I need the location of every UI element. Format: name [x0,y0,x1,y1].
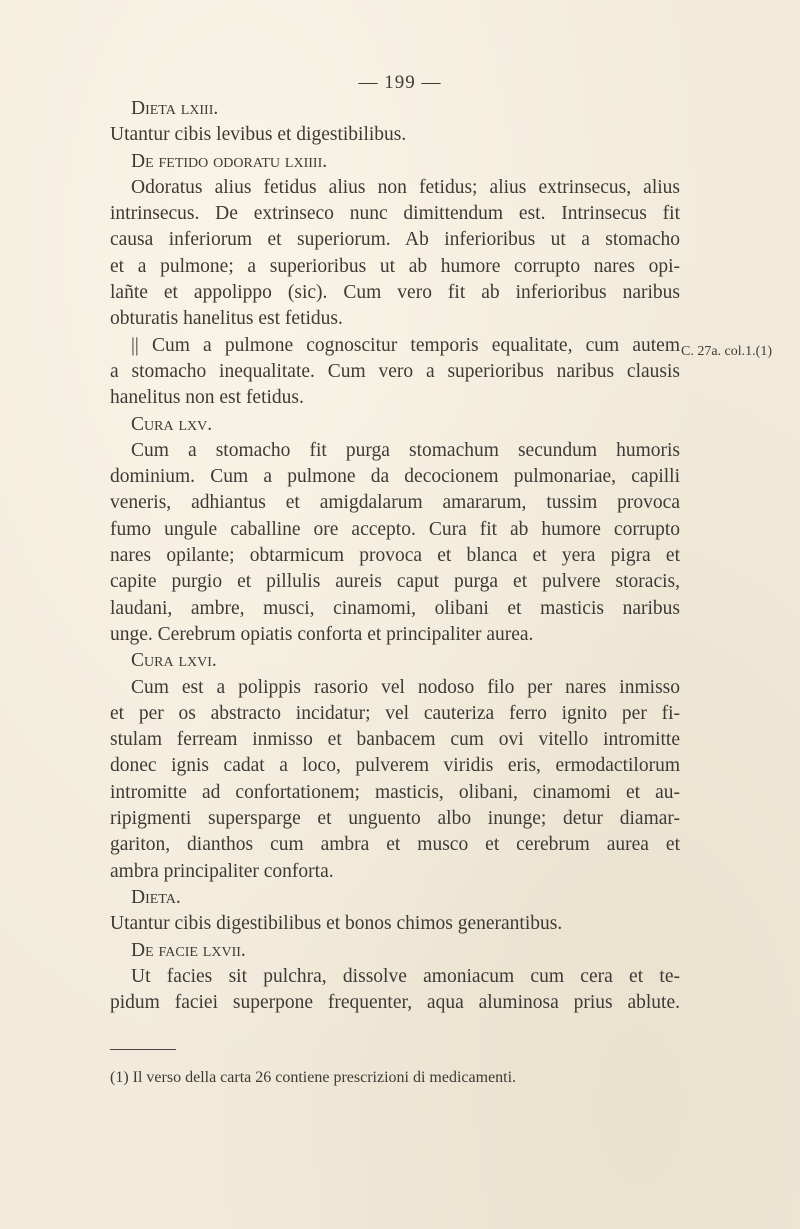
text-line: hanelitus non est fetidus. [110,387,304,409]
section-heading: De facie lxvii. [131,939,246,961]
text-line: nares opilante; obtarmicum provoca et blanca et yera pigra et [110,545,680,567]
text-line: || Cum a pulmone cognoscitur temporis equalitate, cum autem [131,334,680,356]
text-line: dominium. Cum a pulmone da decocionem pulmonariae, capilli [110,466,680,488]
text-line: et per os abstracto incidatur; vel cauteriza ferro ignito per fi- [110,702,680,724]
margin-note: C. 27a. col.1.(1) [681,344,772,359]
text-line: fumo ungule caballine ore accepto. Cura fit ab humore corrupto [110,518,680,540]
section-heading: De fetido odoratu lxiiii. [131,150,328,172]
text-line: laudani, ambre, musci, cinamomi, olibani et masticis naribus [110,597,680,619]
text-line: Cum est a polippis rasorio vel nodoso filo per nares inmisso [131,676,680,698]
text-line: stulam ferream inmisso et banbacem cum ovi vitello intromitte [110,729,680,751]
text-line: ambra principaliter conforta. [110,860,334,882]
footnote: (1) Il verso della carta 26 contiene prescrizioni di medicamenti. [110,1069,517,1086]
text-line: veneris, adhiantus et amigdalarum amararum, tussim provoca [110,492,680,514]
text-line: gariton, dianthos cum ambra et musco et cerebrum aurea et [110,834,680,856]
text-line: unge. Cerebrum opiatis conforta et principaliter aurea. [110,623,534,645]
text-line: intromitte ad confortationem; masticis, olibani, cinamomi et au- [110,781,680,803]
body-text [110,96,680,1016]
text-line: pidum faciei superpone frequenter, aqua aluminosa prius ablute. [110,992,680,1014]
section-heading: Dieta. [131,886,181,908]
text-line: lañte et appolippo (sic). Cum vero fit ab inferioribus naribus [110,282,680,304]
section-heading: Cura lxvi. [131,650,217,672]
text-line: donec ignis cadat a loco, pulverem viridis eris, ermodactilorum [110,755,680,777]
footnote-rule [110,1049,176,1050]
page-number: — 199 — [358,72,442,93]
text-line: causa inferiorum et superiorum. Ab inferioribus ut a stomacho [110,229,680,251]
text-line: Utantur cibis levibus et digestibilibus. [110,124,407,146]
text-line: capite purgio et pillulis aureis caput purga et pulvere storacis, [110,571,680,593]
text-line: obturatis hanelitus est fetidus. [110,308,343,330]
text-line: Utantur cibis digestibilibus et bonos chimos generantibus. [110,913,563,935]
text-line: a stomacho inequalitate. Cum vero a superioribus naribus clausis [110,360,680,382]
text-line: ripigmenti supersparge et unguento albo inunge; detur diamar- [110,808,680,830]
section-heading: Dieta lxiii. [131,98,219,119]
section-heading: Cura lxv. [131,413,213,435]
text-line: Ut facies sit pulchra, dissolve amoniacum cum cera et te- [131,965,680,987]
text-line: Cum a stomacho fit purga stomachum secundum humoris [131,439,680,461]
text-line: Odoratus alius fetidus alius non fetidus; alius extrinsecus, alius [131,176,680,198]
text-line: intrinsecus. De extrinseco nunc dimittendum est. Intrinsecus fit [110,203,680,225]
text-line: et a pulmone; a superioribus ut ab humore corrupto nares opi- [110,255,680,277]
